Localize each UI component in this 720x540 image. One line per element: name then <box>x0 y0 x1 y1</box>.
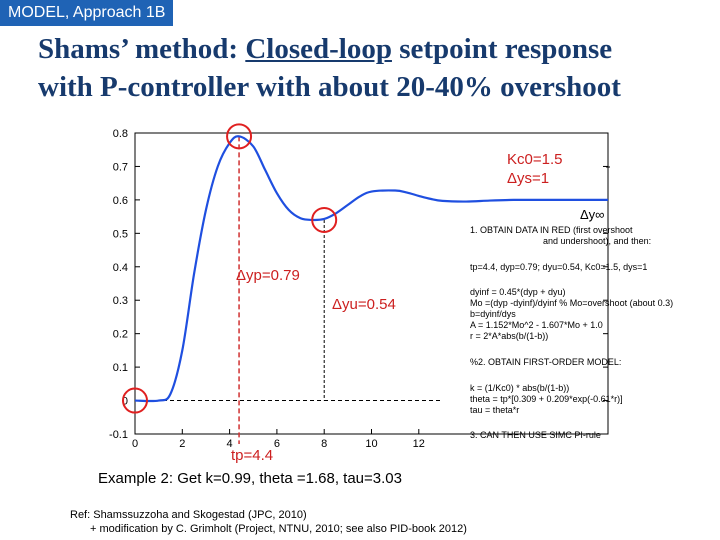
tp-label: tp=4.4 <box>231 447 274 464</box>
title-part-3: setpoint response <box>391 33 613 65</box>
kc0-label: Kc0=1.5 <box>507 151 563 168</box>
note-line-1: 1. OBTAIN DATA IN RED (first overshoot <box>470 225 633 235</box>
y-tick-label: 0.2 <box>112 328 128 341</box>
note-line-8: r = 2*A*abs(b/(1-b)) <box>470 331 549 341</box>
note-line-2: and undershoot), and then: <box>543 236 652 246</box>
note-line-12: tau = theta*r <box>470 405 520 415</box>
x-tick-label: 6 <box>273 438 280 450</box>
reference <box>70 508 467 536</box>
dys-label: Δys=1 <box>507 170 550 187</box>
example-result: Example 2: Get k=0.99, theta =1.68, tau=3.03 <box>98 470 402 487</box>
title-part-1: Shams’ method: <box>38 33 246 65</box>
note-line-4: dyinf = 0.45*(dyp + dyu) <box>470 287 566 297</box>
note-line-7: A = 1.152*Mo^2 - 1.607*Mo + 1.0 <box>470 320 603 330</box>
y-tick-label: 0 <box>121 395 128 408</box>
y-tick-label: 0.1 <box>112 362 128 375</box>
note-line-6: b=dyinf/dys <box>470 309 516 319</box>
note-line-10: k = (1/Kc0) * abs(b/(1-b)) <box>470 383 570 393</box>
dyp-label: Δyp=0.79 <box>236 267 300 284</box>
note-line-11: theta = tp*[0.309 + 0.209*exp(-0.61*r)] <box>470 394 623 404</box>
y-tick-label: -0.1 <box>109 429 128 441</box>
x-tick-label: 4 <box>226 438 233 450</box>
y-tick-label: 0.7 <box>112 161 128 174</box>
note-line-9: %2. OBTAIN FIRST-ORDER MODEL: <box>470 357 622 367</box>
note-line-3: tp=4.4, dyp=0.79; dyu=0.54, Kc0=1.5, dys=1 <box>470 262 648 272</box>
y-tick-label: 0.4 <box>112 261 128 274</box>
y-tick-label: 0.8 <box>112 128 128 140</box>
reference-line-2: + modification by C. Grimholt (Project, NTNU, 2010; see also PID-book 2012) <box>90 523 467 535</box>
x-tick-label: 2 <box>179 438 186 450</box>
title-line-2: with P-controller with about 20-40% overshoot <box>38 71 621 103</box>
y-tick-label: 0.5 <box>112 228 128 241</box>
note-line-13: 3. CAN THEN USE SIMC PI-rule <box>470 430 601 440</box>
dyinf-label: Δy∞ <box>580 207 605 222</box>
reference-line-1: Ref: Shamssuzzoha and Skogestad (JPC, 2010) <box>70 509 307 521</box>
y-tick-label: 0.3 <box>112 295 128 308</box>
note-line-5: Mo =(dyp -dyinf)/dyinf % Mo=overshoot (about 0.3) <box>470 298 674 308</box>
x-tick-label: 12 <box>412 438 425 450</box>
x-tick-label: 8 <box>321 438 328 450</box>
dyu-label: Δyu=0.54 <box>332 296 396 313</box>
slide-tag: MODEL, Approach 1B <box>0 0 173 26</box>
x-tick-label: 0 <box>131 438 139 450</box>
title-underlined: Closed-loop <box>245 33 392 65</box>
y-tick-label: 0.6 <box>112 194 128 207</box>
x-tick-label: 10 <box>365 438 378 450</box>
